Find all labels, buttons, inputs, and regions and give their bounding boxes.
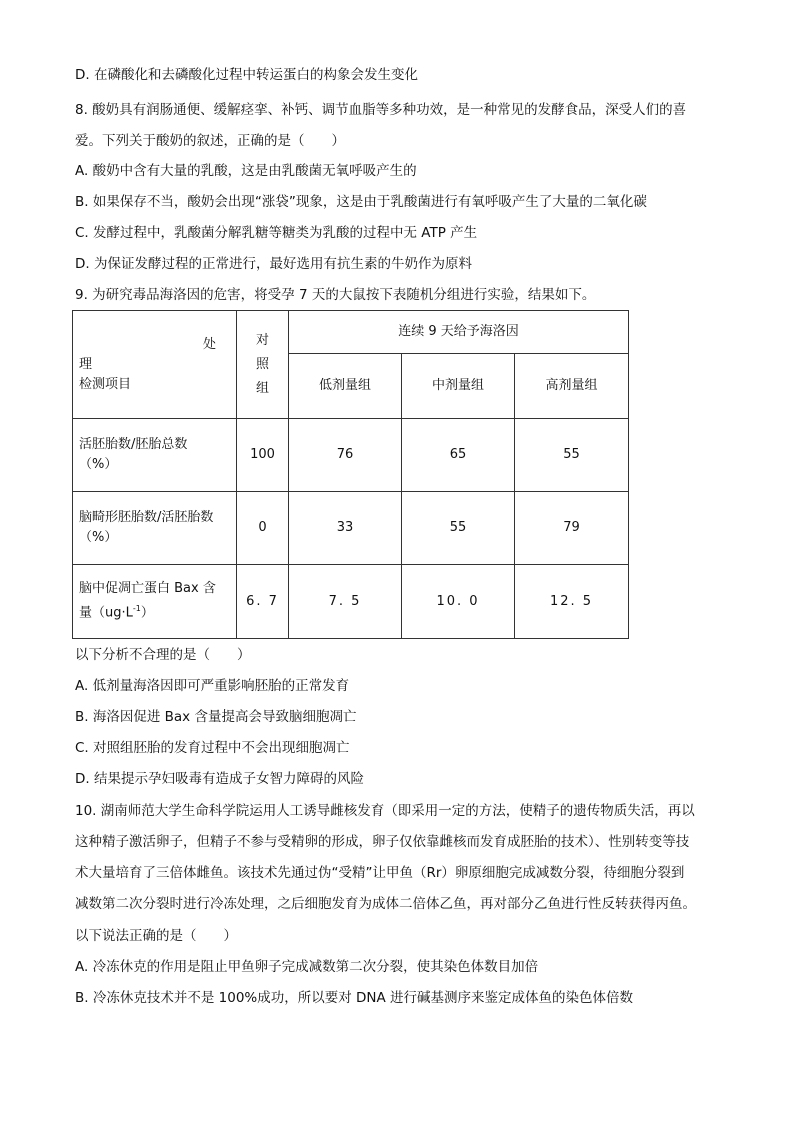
q8-stem-line2: 爱。下列关于酸奶的叙述，正确的是（ ） [75,133,345,149]
row-label [73,565,237,639]
low-dose-header: 低剂量组 [289,354,402,419]
table-row [73,565,629,639]
q9-option-a: A. 低剂量海洛因即可严重影响胚胎的正常发育 [75,678,350,694]
header-item-label: 检测项目 [79,376,132,392]
row-label-line2: （%） [79,530,118,545]
q10-stem-line3: 术大量培育了三倍体雌鱼。该技术先通过伪“受精”让甲鱼（Rr）卵原细胞完成减数分裂，待细胞分裂到 [75,865,685,881]
q8-option-a: A. 酸奶中含有大量的乳酸，这是由乳酸菌无氧呼吸产生的 [75,163,417,179]
heroin-experiment-table [72,310,629,639]
q8-option-c: C. 发酵过程中，乳酸菌分解乳糖等糖类为乳酸的过程中无 ATP 产生 [75,225,478,241]
row-label [73,492,237,565]
q8-option-d: D. 为保证发酵过程的正常进行，最好选用有抗生素的牛奶作为原料 [75,256,472,272]
table-row [73,419,629,492]
q7-option-d: D. 在磷酸化和去磷酸化过程中转运蛋白的构象会发生变化 [75,67,418,83]
control-header [237,311,289,419]
unit-text: 量（ug·L [79,605,133,621]
control-header-text: 对照组 [255,332,269,396]
cell-control: 100 [237,419,289,492]
q10-stem-line4: 减数第二次分裂时进行冷冻处理，之后细胞发育为成体二倍体乙鱼，再对部分乙鱼进行性反转获得丙鱼。 [75,896,696,912]
header-treatment-label: 处 [202,336,216,352]
q10-option-b: B. 冷冻休克技术并不是 100%成功，所以要对 DNA 进行碱基测序来鉴定成体鱼的染色体倍数 [75,990,634,1006]
cell-low: 76 [289,419,402,492]
row-label-line1: 脑中促凋亡蛋白 Bax 含 [79,581,216,597]
cell-mid: 10. 0 [402,565,515,639]
unit-close: ） [140,605,154,621]
q9-option-d: D. 结果提示孕妇吸毒有造成子女智力障碍的风险 [75,771,364,787]
cell-low: 33 [289,492,402,565]
row-label-line1: 活胚胎数/胚胎总数 [79,437,188,452]
cell-high: 55 [515,419,629,492]
mid-dose-header: 中剂量组 [402,354,515,419]
table-header-row [73,311,629,354]
q9-option-c: C. 对照组胚胎的发育过程中不会出现细胞凋亡 [75,740,350,756]
q9-option-b: B. 海洛因促进 Bax 含量提高会导致脑细胞凋亡 [75,709,357,725]
cell-control: 0 [237,492,289,565]
q10-stem-line2: 这种精子激活卵子，但精子不参与受精卵的形成，卵子仅依靠雌核而发育成胚胎的技术）、性别转变等技 [75,834,690,850]
header-treatment-label-2: 理 [79,356,93,372]
table-row [73,492,629,565]
q10-question: 以下说法正确的是（ ） [75,928,237,944]
cell-high: 79 [515,492,629,565]
treatment-header: 连续 9 天给予海洛因 [289,311,629,354]
q8-stem-line1: 8. 酸奶具有润肠通便、缓解痉挛、补钙、调节血脂等多种功效，是一种常见的发酵食品，深受人们的喜 [75,102,687,118]
row-label [73,419,237,492]
cell-control: 6. 7 [237,565,289,639]
q9-question: 以下分析不合理的是（ ） [75,647,251,663]
row-label-line2: （%） [79,457,118,472]
cell-mid: 55 [402,492,515,565]
row-label-line2 [79,599,230,623]
unit-superscript: -1 [132,604,141,614]
q9-stem: 9. 为研究毒品海洛因的危害，将受孕 7 天的大鼠按下表随机分组进行实验，结果如下。 [75,287,596,303]
row-label-line1: 脑畸形胚胎数/活胚胎数 [79,510,214,525]
q10-option-a: A. 冷冻休克的作用是阻止甲鱼卵子完成减数第二次分裂，使其染色体数目加倍 [75,959,539,975]
cell-high: 12. 5 [515,565,629,639]
q10-stem-line1: 10. 湖南师范大学生命科学院运用人工诱导雌核发育（即采用一定的方法，使精子的遗传物质失活，再以 [75,803,695,819]
cell-mid: 65 [402,419,515,492]
diagonal-header-cell [73,311,237,419]
cell-low: 7. 5 [289,565,402,639]
high-dose-header: 高剂量组 [515,354,629,419]
q8-option-b: B. 如果保存不当，酸奶会出现“涨袋”现象，这是由于乳酸菌进行有氧呼吸产生了大量的二氧化碳 [75,194,647,210]
